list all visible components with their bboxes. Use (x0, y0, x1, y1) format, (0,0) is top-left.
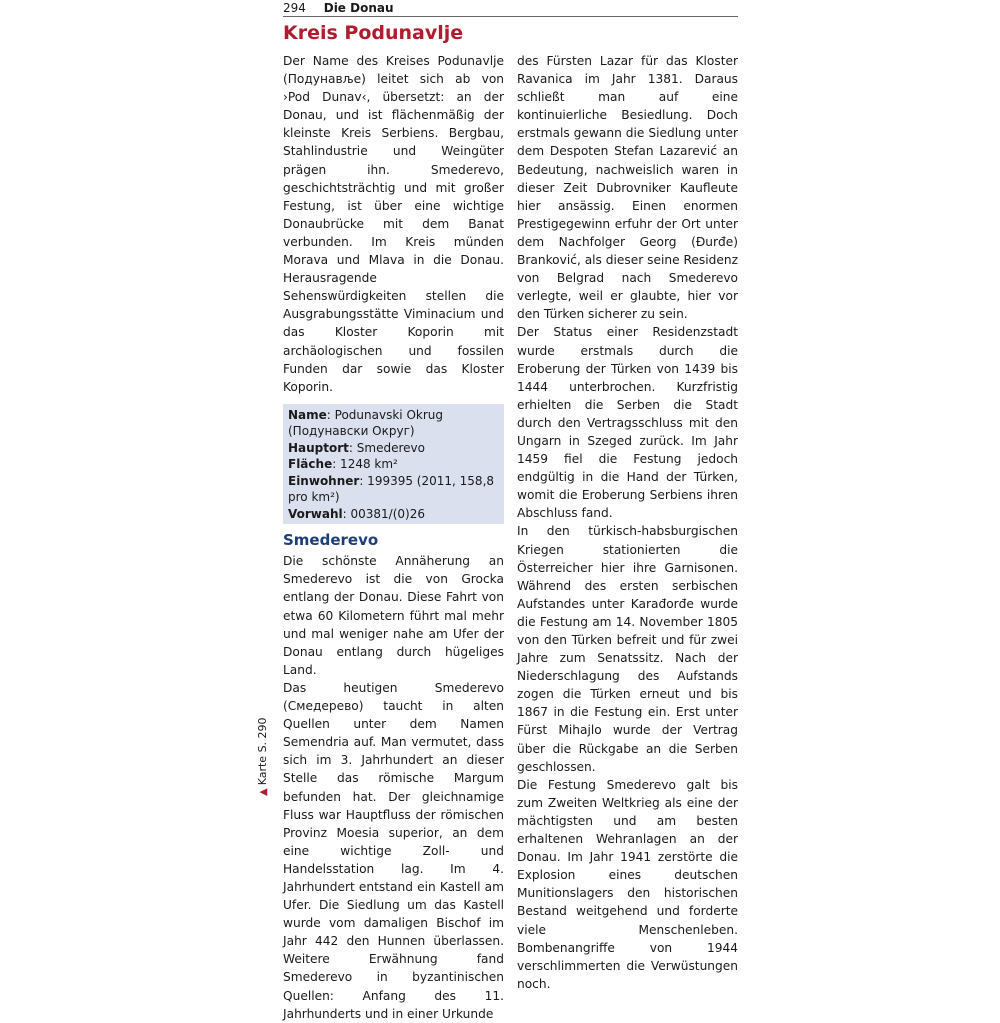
fact-key: Vorwahl (288, 506, 343, 521)
fact-key: Einwohner (288, 473, 360, 488)
body-paragraph: In den türkisch-habsburgischen Kriegen stationierten die Österreicher hier ihre Garnisonen. Während des ersten serbischen Aufstandes unter Karađorđe wurde die Festung am 14. November 1805 von den Türken befreit und für zwei Jahre zum Senatssitz. Nach der Niederschlagung des Aufstands zogen die Türken erneut und bis 1867 in die Festung ein. Erst unter Fürst Mihajlo wurde der Vertrag über die Rückgabe an die Serben geschlossen. (517, 524, 738, 774)
intro-paragraph: Der Name des Kreises Podunavlje (Подунавље) leitet sich ab von ›Pod Dunav‹, übersetzt: an der Donau, und ist flächenmäßig der kleinste Kreis Serbiens. Bergbau, Stahlindustrie und Weingüter prägen ihn. Smederevo, geschichtsträchtig und mit großer Festung, ist über eine wichtige Donaubrücke mit dem Banat verbunden. Im Kreis münden Morava und Mlava in die Donau. Herausragende Sehenswürdigkeiten stellen die Ausgrabungsstätte Viminacium und das Kloster Koporin mit archäologischen und fossilen Funden dar sowie das Kloster Koporin. (283, 54, 504, 394)
section-heading: Smederevo (283, 531, 379, 550)
fact-value: : Podunavski Okrug (Подунавски Округ) (288, 407, 443, 439)
page-header (283, 2, 738, 17)
body-paragraph: Das heutigen Smederevo (Смедерево) taucht in alten Quellen unter dem Namen Semendria auf. Man vermutet, dass sich im 3. Jahrhundert an dieser Stelle das römische Margum befunden hat. Der gleichnamige Fluss war Hauptfluss der römischen Provinz Moesia superior, an dem eine wichtige Zoll- und Handelsstation lag. Im 4. Jahrhundert entstand ein Kastell am Ufer. Die Siedlung um das Kastell wurde vom damaligen Bischof im Jahr 442 den Hunnen überlassen. Weitere Erwähnung fand Smederevo in byzantinischen Quellen: Anfang des 11. Jahrhunderts und in einer Urkunde (283, 680, 504, 1021)
map-reference[interactable] (256, 712, 272, 796)
body-paragraph: Der Status einer Residenzstadt wurde erstmals durch die Eroberung der Türken von 1439 bis 1444 unterbrochen. Kurzfristig erhielten die Serben die Stadt durch den Vertragsschluss mit den Ungarn in Szeged zurück. Im Jahr 1459 fiel die Festung jedoch endgültig in die Hand der Türken, womit die Eroberung Serbiens ihren Abschluss fand. (517, 325, 738, 521)
fact-row (288, 407, 500, 440)
fact-key: Fläche (288, 457, 333, 472)
body-paragraph: des Fürsten Lazar für das Kloster Ravanica im Jahr 1381. Daraus schließt man auf eine kontinuierliche Besiedlung. Doch erstmals gewann die Siedlung unter dem Despoten Stefan Lazarević an Bedeutung, nachweislich waren in dieser Zeit Dubrovniker Kaufleute hier ansässig. Einen enormen Prestigegewinn erfuhr der Ort unter dem Nachfolger Georg (Đurđe) Branković, als dieser seine Residenz von Belgrad nach Smederevo verlegte, weil er glaubte, hier vor den Türken sicherer zu sein. (517, 54, 738, 322)
body-paragraph: Die schönste Annäherung an Smederevo ist die von Grocka entlang der Donau. Diese Fahrt von etwa 60 Kilometern führt mal mehr und mal weniger nahe am Ufer der Donau entlang durch hügeliges Land. (283, 554, 504, 677)
running-title: Die Donau (323, 1, 394, 15)
triangle-marker-icon: ▲ (258, 788, 269, 796)
fact-key: Name (288, 407, 327, 422)
fact-value: : 199395 (2011, 158,8 pro km²) (288, 473, 495, 505)
fact-key: Hauptort (288, 440, 349, 455)
page-title: Kreis Podunavlje (283, 22, 464, 44)
fact-row (288, 506, 500, 523)
right-column (517, 52, 738, 993)
map-reference-text: Karte S. 290 (256, 717, 269, 786)
fact-value: : Smederevo (348, 440, 425, 455)
fact-value: : 00381/(0)26 (342, 506, 425, 521)
fact-row (288, 456, 500, 473)
fact-row (288, 440, 500, 457)
body-paragraph: Die Festung Smederevo galt bis zum Zweiten Weltkrieg als eine der mächtigsten und am besten erhaltenen Wehranlagen an der Donau. Im Jahr 1941 zerstörte die Explosion eines deutschen Munitionslagers den historischen Bestand weitgehend und forderte viele Menschenleben. Bombenangriffe von 1944 verschlimmerten die Verwüstungen noch. (517, 777, 738, 991)
page-number: 294 (283, 1, 306, 15)
fact-value: : 1248 km² (332, 457, 398, 472)
left-column (283, 52, 504, 1023)
fact-row (288, 473, 500, 506)
fact-box (283, 404, 504, 525)
